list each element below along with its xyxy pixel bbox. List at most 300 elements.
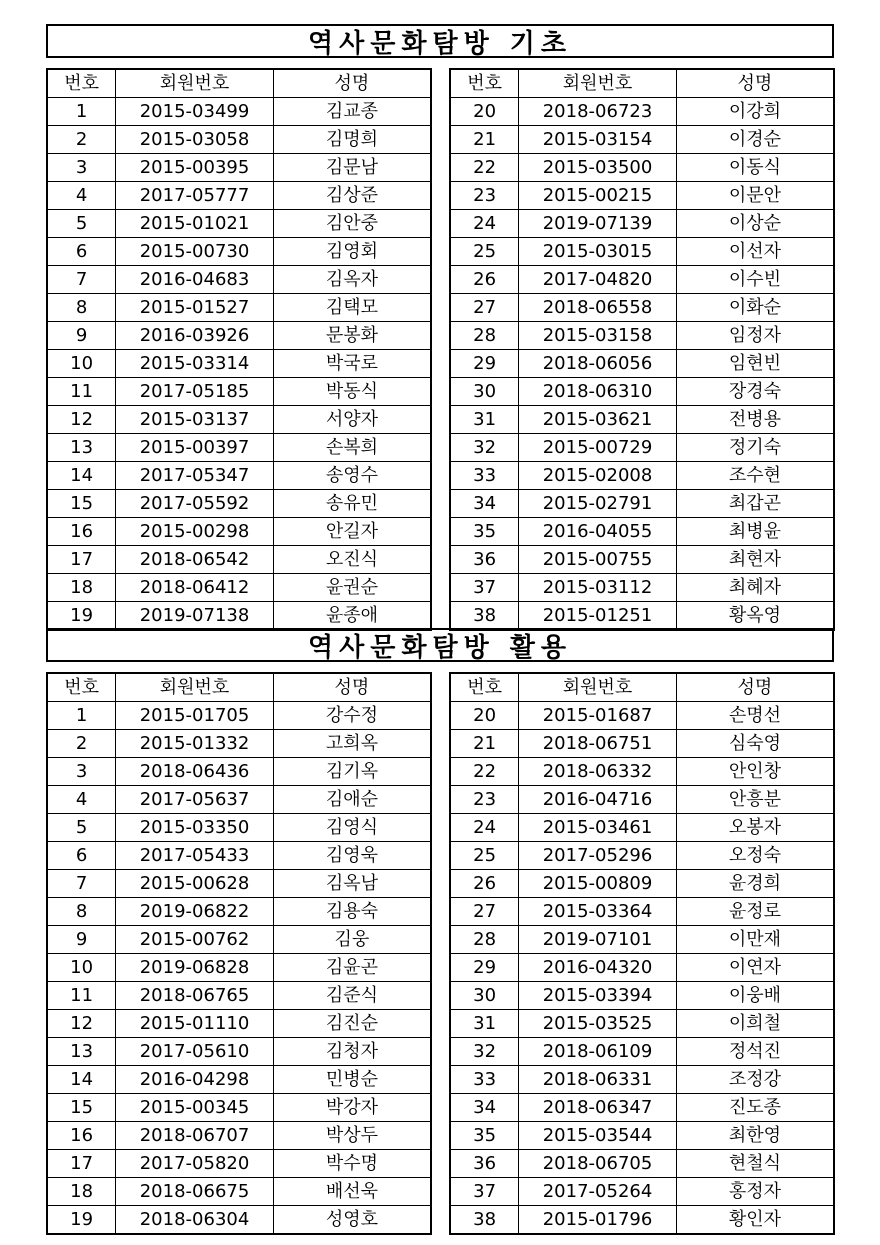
member-id: 2018-06707 [116, 1122, 274, 1150]
member-id: 2018-06723 [519, 98, 677, 126]
row-number: 26 [450, 870, 519, 898]
table-row [47, 1122, 431, 1150]
member-id: 2017-05433 [116, 842, 274, 870]
table-row [450, 1066, 834, 1094]
row-number: 25 [450, 842, 519, 870]
member-name: 오진식 [273, 546, 431, 574]
member-name: 안흥분 [676, 786, 834, 814]
member-id: 2015-02791 [519, 490, 677, 518]
header-row [47, 673, 431, 702]
row-number: 35 [450, 1122, 519, 1150]
member-name: 김상준 [273, 182, 431, 210]
row-number: 20 [450, 98, 519, 126]
table-row [450, 1094, 834, 1122]
row-number: 19 [47, 602, 116, 631]
member-id: 2015-00755 [519, 546, 677, 574]
column-header-number: 번호 [47, 69, 116, 98]
table-row [450, 98, 834, 126]
row-number: 7 [47, 870, 116, 898]
member-id: 2015-03499 [116, 98, 274, 126]
table-row [47, 546, 431, 574]
member-name: 임현빈 [676, 350, 834, 378]
column-header-member-id: 회원번호 [116, 69, 274, 98]
row-number: 31 [450, 1010, 519, 1038]
row-number: 28 [450, 322, 519, 350]
member-id: 2015-01687 [519, 702, 677, 730]
column-header-number: 번호 [47, 673, 116, 702]
column-header-name: 성명 [676, 69, 834, 98]
member-id: 2015-00298 [116, 518, 274, 546]
member-name: 이희철 [676, 1010, 834, 1038]
member-name: 김청자 [273, 1038, 431, 1066]
member-name: 김안중 [273, 210, 431, 238]
table-row [450, 1206, 834, 1235]
member-id: 2015-01705 [116, 702, 274, 730]
row-number: 13 [47, 1038, 116, 1066]
member-id: 2018-06347 [519, 1094, 677, 1122]
member-name: 박동식 [273, 378, 431, 406]
table-row [450, 702, 834, 730]
row-number: 32 [450, 1038, 519, 1066]
row-number: 1 [47, 702, 116, 730]
row-number: 19 [47, 1206, 116, 1235]
member-id: 2015-00809 [519, 870, 677, 898]
table-row [450, 350, 834, 378]
row-number: 10 [47, 954, 116, 982]
member-id: 2015-01110 [116, 1010, 274, 1038]
row-number: 38 [450, 602, 519, 631]
member-id: 2018-06332 [519, 758, 677, 786]
row-number: 22 [450, 154, 519, 182]
member-name: 고희옥 [273, 730, 431, 758]
member-name: 정기숙 [676, 434, 834, 462]
member-id: 2015-03461 [519, 814, 677, 842]
member-name: 조수현 [676, 462, 834, 490]
table-row [450, 294, 834, 322]
member-id: 2017-04820 [519, 266, 677, 294]
row-number: 14 [47, 1066, 116, 1094]
member-table-basic-right [449, 68, 835, 631]
member-name: 이만재 [676, 926, 834, 954]
table-row [47, 1094, 431, 1122]
row-number: 34 [450, 490, 519, 518]
member-id: 2019-07101 [519, 926, 677, 954]
table-row [450, 406, 834, 434]
member-name: 김옥남 [273, 870, 431, 898]
member-name: 이연자 [676, 954, 834, 982]
member-id: 2018-06310 [519, 378, 677, 406]
row-number: 33 [450, 462, 519, 490]
table-row [450, 1178, 834, 1206]
table-row [450, 926, 834, 954]
member-name: 현철식 [676, 1150, 834, 1178]
table-row [47, 98, 431, 126]
member-table-applied-left [46, 672, 432, 1235]
member-name: 김윤곤 [273, 954, 431, 982]
member-name: 정석진 [676, 1038, 834, 1066]
member-name: 송영수 [273, 462, 431, 490]
member-id: 2017-05185 [116, 378, 274, 406]
member-id: 2015-03015 [519, 238, 677, 266]
table-row [450, 462, 834, 490]
member-id: 2017-05637 [116, 786, 274, 814]
table-row [450, 1038, 834, 1066]
member-name: 이상순 [676, 210, 834, 238]
header-row [47, 69, 431, 98]
member-name: 김영회 [273, 238, 431, 266]
member-id: 2015-03544 [519, 1122, 677, 1150]
table-row [47, 518, 431, 546]
column-header-member-id: 회원번호 [519, 69, 677, 98]
table-row [47, 786, 431, 814]
table-row [47, 126, 431, 154]
member-name: 오봉자 [676, 814, 834, 842]
member-name: 성영호 [273, 1206, 431, 1235]
member-name: 박상두 [273, 1122, 431, 1150]
member-id: 2018-06304 [116, 1206, 274, 1235]
member-id: 2018-06542 [116, 546, 274, 574]
table-row [450, 954, 834, 982]
member-id: 2015-01527 [116, 294, 274, 322]
member-name: 임정자 [676, 322, 834, 350]
table-row [450, 378, 834, 406]
table-row [47, 730, 431, 758]
member-id: 2016-04683 [116, 266, 274, 294]
row-number: 30 [450, 378, 519, 406]
member-id: 2015-00628 [116, 870, 274, 898]
row-number: 27 [450, 898, 519, 926]
row-number: 18 [47, 1178, 116, 1206]
member-id: 2017-05820 [116, 1150, 274, 1178]
member-name: 최혜자 [676, 574, 834, 602]
member-name: 문봉화 [273, 322, 431, 350]
row-number: 16 [47, 1122, 116, 1150]
member-name: 최한영 [676, 1122, 834, 1150]
member-id: 2015-00730 [116, 238, 274, 266]
row-number: 31 [450, 406, 519, 434]
member-name: 강수정 [273, 702, 431, 730]
member-id: 2018-06331 [519, 1066, 677, 1094]
member-id: 2017-05592 [116, 490, 274, 518]
row-number: 37 [450, 574, 519, 602]
row-number: 18 [47, 574, 116, 602]
member-name: 송유민 [273, 490, 431, 518]
table-row [47, 462, 431, 490]
row-number: 4 [47, 786, 116, 814]
member-id: 2015-03158 [519, 322, 677, 350]
member-name: 이웅배 [676, 982, 834, 1010]
row-number: 5 [47, 210, 116, 238]
member-id: 2015-00397 [116, 434, 274, 462]
table-row [47, 1010, 431, 1038]
member-name: 김영욱 [273, 842, 431, 870]
row-number: 12 [47, 1010, 116, 1038]
row-number: 7 [47, 266, 116, 294]
row-number: 9 [47, 926, 116, 954]
table-row [450, 210, 834, 238]
table-row [47, 1066, 431, 1094]
member-id: 2018-06705 [519, 1150, 677, 1178]
table-row [47, 842, 431, 870]
member-id: 2015-03058 [116, 126, 274, 154]
member-table-applied-right [449, 672, 835, 1235]
table-row [47, 434, 431, 462]
table-row [47, 294, 431, 322]
section-title-applied: 역사문화탐방 활용 [46, 628, 834, 662]
row-number: 1 [47, 98, 116, 126]
table-row [47, 982, 431, 1010]
column-header-number: 번호 [450, 69, 519, 98]
row-number: 11 [47, 378, 116, 406]
member-name: 서양자 [273, 406, 431, 434]
member-id: 2015-02008 [519, 462, 677, 490]
table-row [450, 182, 834, 210]
row-number: 23 [450, 786, 519, 814]
table-row [450, 758, 834, 786]
table-row [47, 378, 431, 406]
member-name: 안인창 [676, 758, 834, 786]
row-number: 29 [450, 954, 519, 982]
column-header-name: 성명 [676, 673, 834, 702]
member-id: 2016-04055 [519, 518, 677, 546]
row-number: 13 [47, 434, 116, 462]
member-id: 2015-01021 [116, 210, 274, 238]
header-row [450, 69, 834, 98]
member-name: 이경순 [676, 126, 834, 154]
member-name: 김옥자 [273, 266, 431, 294]
row-number: 11 [47, 982, 116, 1010]
member-id: 2018-06675 [116, 1178, 274, 1206]
member-id: 2018-06765 [116, 982, 274, 1010]
member-name: 김진순 [273, 1010, 431, 1038]
column-header-name: 성명 [273, 673, 431, 702]
member-id: 2018-06412 [116, 574, 274, 602]
member-id: 2015-03350 [116, 814, 274, 842]
member-id: 2015-03394 [519, 982, 677, 1010]
member-id: 2015-03154 [519, 126, 677, 154]
member-id: 2015-03621 [519, 406, 677, 434]
member-id: 2018-06436 [116, 758, 274, 786]
table-row [47, 702, 431, 730]
table-row [450, 1150, 834, 1178]
table-row [450, 842, 834, 870]
member-id: 2019-07139 [519, 210, 677, 238]
row-number: 37 [450, 1178, 519, 1206]
member-name: 김택모 [273, 294, 431, 322]
member-id: 2015-01332 [116, 730, 274, 758]
member-id: 2017-05264 [519, 1178, 677, 1206]
table-row [47, 814, 431, 842]
table-row [47, 1150, 431, 1178]
member-name: 김애순 [273, 786, 431, 814]
member-id: 2018-06558 [519, 294, 677, 322]
table-row [450, 266, 834, 294]
section-title-basic: 역사문화탐방 기초 [46, 24, 834, 58]
member-name: 이화순 [676, 294, 834, 322]
member-id: 2019-07138 [116, 602, 274, 631]
member-name: 김준식 [273, 982, 431, 1010]
table-row [47, 182, 431, 210]
member-name: 황인자 [676, 1206, 834, 1235]
member-name: 홍정자 [676, 1178, 834, 1206]
column-header-number: 번호 [450, 673, 519, 702]
row-number: 17 [47, 546, 116, 574]
member-id: 2016-04320 [519, 954, 677, 982]
row-number: 6 [47, 238, 116, 266]
row-number: 28 [450, 926, 519, 954]
member-name: 심숙영 [676, 730, 834, 758]
table-row [450, 814, 834, 842]
member-name: 김웅 [273, 926, 431, 954]
member-id: 2015-03500 [519, 154, 677, 182]
table-row [450, 870, 834, 898]
table-row [47, 266, 431, 294]
member-name: 이강희 [676, 98, 834, 126]
row-number: 33 [450, 1066, 519, 1094]
member-name: 전병용 [676, 406, 834, 434]
member-name: 윤정로 [676, 898, 834, 926]
table-row [47, 210, 431, 238]
row-number: 14 [47, 462, 116, 490]
member-name: 조정강 [676, 1066, 834, 1094]
member-name: 손명선 [676, 702, 834, 730]
member-id: 2015-00729 [519, 434, 677, 462]
member-name: 윤경희 [676, 870, 834, 898]
member-name: 안길자 [273, 518, 431, 546]
member-name: 이문안 [676, 182, 834, 210]
member-id: 2015-03112 [519, 574, 677, 602]
row-number: 35 [450, 518, 519, 546]
member-id: 2015-03137 [116, 406, 274, 434]
member-name: 민병순 [273, 1066, 431, 1094]
table-row [47, 238, 431, 266]
row-number: 5 [47, 814, 116, 842]
member-name: 이수빈 [676, 266, 834, 294]
row-number: 24 [450, 814, 519, 842]
table-row [47, 1038, 431, 1066]
table-row [450, 1122, 834, 1150]
table-row [47, 574, 431, 602]
member-name: 김교종 [273, 98, 431, 126]
member-name: 배선욱 [273, 1178, 431, 1206]
row-number: 36 [450, 1150, 519, 1178]
header-row [450, 673, 834, 702]
row-number: 21 [450, 126, 519, 154]
row-number: 8 [47, 898, 116, 926]
member-name: 김영식 [273, 814, 431, 842]
row-number: 22 [450, 758, 519, 786]
member-name: 박수명 [273, 1150, 431, 1178]
table-row [47, 758, 431, 786]
member-id: 2016-04716 [519, 786, 677, 814]
row-number: 20 [450, 702, 519, 730]
table-row [47, 490, 431, 518]
member-id: 2015-03314 [116, 350, 274, 378]
member-name: 최현자 [676, 546, 834, 574]
member-id: 2015-00762 [116, 926, 274, 954]
table-row [47, 406, 431, 434]
table-row [450, 982, 834, 1010]
member-name: 이선자 [676, 238, 834, 266]
table-row [450, 898, 834, 926]
member-name: 이동식 [676, 154, 834, 182]
member-name: 윤종애 [273, 602, 431, 631]
table-row [450, 434, 834, 462]
table-row [450, 1010, 834, 1038]
table-row [47, 350, 431, 378]
row-number: 8 [47, 294, 116, 322]
table-row [450, 154, 834, 182]
row-number: 34 [450, 1094, 519, 1122]
table-row [47, 154, 431, 182]
member-name: 박국로 [273, 350, 431, 378]
row-number: 32 [450, 434, 519, 462]
row-number: 3 [47, 154, 116, 182]
table-row [47, 870, 431, 898]
table-row [47, 926, 431, 954]
table-row [450, 574, 834, 602]
table-row [47, 954, 431, 982]
row-number: 12 [47, 406, 116, 434]
member-id: 2018-06109 [519, 1038, 677, 1066]
table-row [450, 126, 834, 154]
row-number: 2 [47, 126, 116, 154]
column-header-name: 성명 [273, 69, 431, 98]
member-name: 김용숙 [273, 898, 431, 926]
row-number: 2 [47, 730, 116, 758]
member-id: 2015-00215 [519, 182, 677, 210]
row-number: 21 [450, 730, 519, 758]
member-name: 최병윤 [676, 518, 834, 546]
row-number: 27 [450, 294, 519, 322]
member-id: 2017-05347 [116, 462, 274, 490]
row-number: 6 [47, 842, 116, 870]
table-row [450, 238, 834, 266]
table-row [450, 546, 834, 574]
row-number: 10 [47, 350, 116, 378]
row-number: 25 [450, 238, 519, 266]
member-id: 2018-06056 [519, 350, 677, 378]
row-number: 38 [450, 1206, 519, 1235]
row-number: 4 [47, 182, 116, 210]
row-number: 36 [450, 546, 519, 574]
member-id: 2015-01796 [519, 1206, 677, 1235]
member-name: 장경숙 [676, 378, 834, 406]
table-row [450, 786, 834, 814]
member-id: 2016-03926 [116, 322, 274, 350]
member-id: 2015-00395 [116, 154, 274, 182]
table-row [450, 490, 834, 518]
member-id: 2019-06828 [116, 954, 274, 982]
member-name: 진도종 [676, 1094, 834, 1122]
member-id: 2016-04298 [116, 1066, 274, 1094]
row-number: 17 [47, 1150, 116, 1178]
table-row [450, 518, 834, 546]
row-number: 16 [47, 518, 116, 546]
member-name: 손복희 [273, 434, 431, 462]
column-header-member-id: 회원번호 [519, 673, 677, 702]
member-name: 김문남 [273, 154, 431, 182]
member-name: 오정숙 [676, 842, 834, 870]
member-id: 2015-03364 [519, 898, 677, 926]
member-id: 2017-05777 [116, 182, 274, 210]
table-row [47, 322, 431, 350]
table-row [450, 730, 834, 758]
member-table-basic-left [46, 68, 432, 631]
table-row [450, 322, 834, 350]
row-number: 9 [47, 322, 116, 350]
row-number: 30 [450, 982, 519, 1010]
